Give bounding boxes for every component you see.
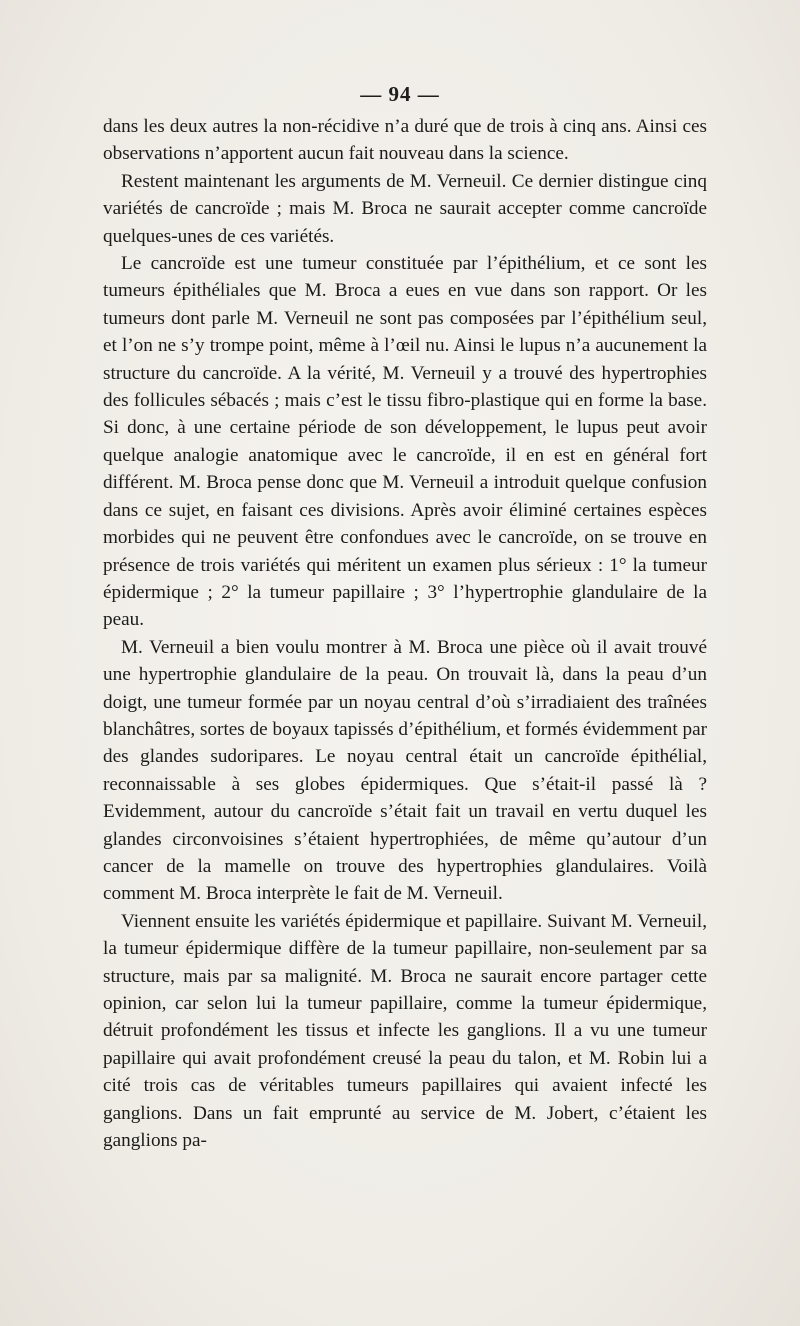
- paragraph-2: Restent maintenant les arguments de M. Verneuil. Ce dernier distingue cinq variétés de cancroïde ; mais M. Broca ne saurait accepter comme cancroïde quelques-unes de ces variétés.: [103, 170, 707, 247]
- page-number: — 94 —: [360, 82, 440, 106]
- paragraph-3: Le cancroïde est une tumeur constituée par l’épithélium, et ce sont les tumeurs épithéliales que M. Broca a eues en vue dans son rapport. Or les tumeurs dont parle M. Verneuil ne sont pas composées par l’épithélium seul, et l’on ne s’y trompe point, même à l’œil nu. Ainsi le lupus n’a aucunement la structure du cancroïde. A la vérité, M. Verneuil y a trouvé des hypertrophies des follicules sébacés ; mais c’est le tissu fibro-plastique qui en forme la base. Si donc, à une certaine période de son développement, le lupus peut avoir quelque analogie anatomique avec le cancroïde, il en est en général fort différent. M. Broca pense donc que M. Verneuil a introduit quelque confusion dans ce sujet, en faisant ces divisions. Après avoir éliminé certaines espèces morbides qui ne peuvent être confondues avec le cancroïde, on se trouve en présence de trois variétés qui méritent un examen plus sérieux : 1° la tumeur épidermique ; 2° la tumeur papillaire ; 3° l’hypertrophie glandulaire de la peau.: [103, 253, 707, 631]
- paragraph-4: M. Verneuil a bien voulu montrer à M. Broca une pièce où il avait trouvé une hypertrophie glandulaire de la peau. On trouvait là, dans la peau d’un doigt, une tumeur formée par un noyau central d’où s’irradiaient des traînées blanchâtres, sortes de boyaux tapissés d’épithélium, et formés évidemment par des glandes sudoripares. Le noyau central était un cancroïde épithélial, reconnaissable à ses globes épidermiques. Que s’était-il passé là ? Evidemment, autour du cancroïde s’était fait un travail en vertu duquel les glandes circonvoisines s’étaient hypertrophiées, de même qu’autour d’un cancer de la mamelle on trouve des hypertrophies glandulaires. Voilà comment M. Broca interprète le fait de M. Verneuil.: [103, 636, 707, 905]
- paragraph-1: dans les deux autres la non-récidive n’a duré que de trois à cinq ans. Ainsi ces observations n’apportent aucun fait nouveau dans la science.: [103, 116, 707, 165]
- body-text: [103, 113, 707, 1154]
- paragraph-5: Viennent ensuite les variétés épidermique et papillaire. Suivant M. Verneuil, la tumeur épidermique diffère de la tumeur papillaire, non-seulement par sa structure, mais par sa malignité. M. Broca ne saurait encore partager cette opinion, car selon lui la tumeur papillaire, comme la tumeur épidermique, détruit profondément les tissus et infecte les ganglions. Il a vu une tumeur papillaire qui avait profondément creusé la peau du talon, et M. Robin lui a cité trois cas de véritables tumeurs papillaires qui avaient infecté les ganglions. Dans un fait emprunté au service de M. Jobert, c’étaient les ganglions pa-: [103, 910, 707, 1152]
